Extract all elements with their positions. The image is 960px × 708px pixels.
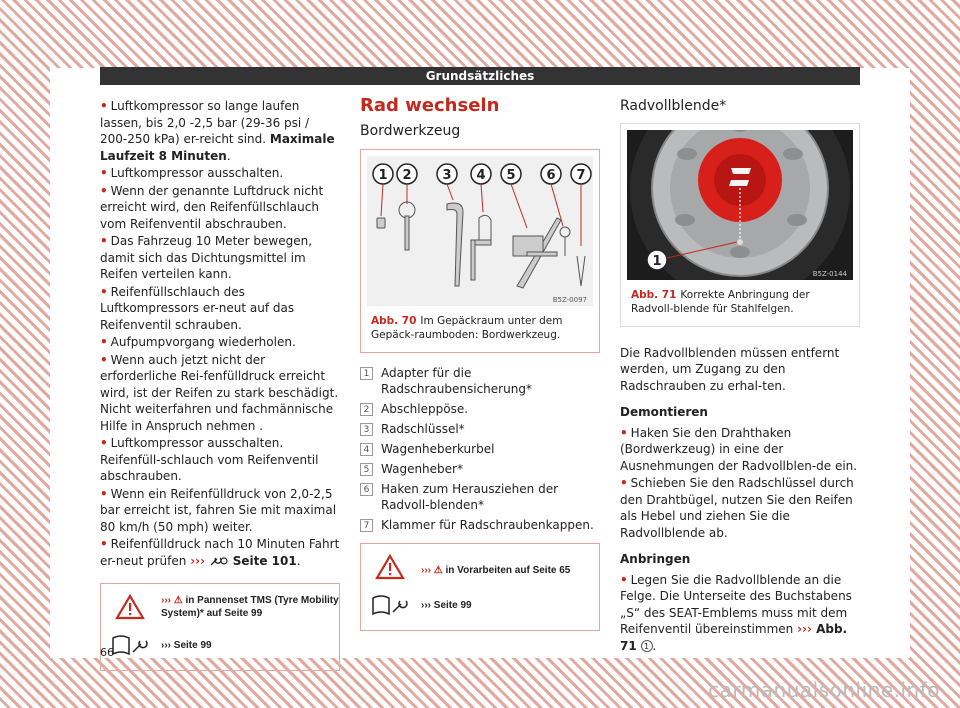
list-item: 6 Haken zum Herausziehen der Radvoll-blenden* (360, 481, 600, 513)
figure-ref-link[interactable]: Abb. 71 (620, 622, 848, 653)
list-item: 2 Abschleppöse. (360, 401, 600, 417)
book-wrench-icon (111, 632, 151, 658)
wheel-drawing (627, 130, 853, 280)
list-item: 5 Wagenheber* (360, 461, 600, 477)
tool-number-1: 1 (378, 168, 388, 183)
page-ref[interactable]: ››› Seite 99 (161, 640, 212, 651)
tool-list (360, 365, 600, 533)
page-header: Grundsätzliches (100, 67, 860, 85)
figure-code: B5Z-0144 (812, 269, 847, 278)
page-ref[interactable]: ››› Seite 99 (421, 600, 472, 611)
figure-wheel (620, 123, 860, 327)
figure-caption: Abb. 71 Korrekte Anbringung der Radvoll-blende für Stahlfelgen. (631, 288, 810, 315)
bullet-item: • Reifenfüllschlauch des Luftkompressors er-neut auf das Reifenventil schrauben. (100, 284, 295, 332)
warning-icon (375, 554, 405, 580)
bullet-item: • Aufpumpvorgang wiederholen. (100, 335, 296, 349)
subhead-anbringen: Anbringen (620, 552, 691, 566)
page-number: 66 (100, 646, 114, 659)
bullet-item: • Luftkompressor so lange laufen lassen, bis 2,0 -2,5 bar (29-36 psi / 200-250 kPa) er-reicht sind. Maximale Laufzeit 8 Minuten. (100, 99, 335, 163)
bullet-item: • Legen Sie die Radvollblende an die Felge. Die Unterseite des Buchstabens „S“ des SEAT-Emblems muss mit dem Reifenventil übereinstimmen ››› Abb. 71 1 . (620, 572, 852, 653)
warning-ref[interactable]: ››› ⚠ in Vorarbeiten auf Seite 65 (421, 565, 571, 576)
wrench-book-icon (209, 555, 229, 567)
bullet-item: • Haken Sie den Drahthaken (Bordwerkzeug) in eine der Ausnehmungen der Radvollblen-de ein. (620, 425, 858, 473)
list-item: 4 Wagenheberkurbel (360, 441, 600, 457)
tool-number-2: 2 (402, 168, 412, 183)
subhead-demontieren: Demontieren (620, 405, 708, 419)
wheel-illustration (627, 130, 853, 280)
bullet-item: • Schieben Sie den Radschlüssel durch den Drahtbügel, nutzen Sie den Reifen als Hebel und ziehen Sie die Radvollblende ab. (620, 476, 854, 540)
wheel-callout-1: 1 (652, 253, 662, 269)
list-item: 3 Radschlüssel* (360, 421, 600, 437)
bullet-item: • Wenn der genannte Luftdruck nicht erreicht wird, den Reifenfüllschlauch vom Reifenventil abschrauben. (100, 183, 324, 231)
intro-paragraph: Die Radvollblenden müssen entfernt werden, um Zugang zu den Radschrauben zu erhal-ten. (620, 345, 840, 393)
list-item: 1 Adapter für die Radschraubensicherung* (360, 365, 600, 397)
tools-illustration (367, 156, 593, 306)
tool-number-5: 5 (506, 168, 516, 183)
column-right (620, 98, 860, 655)
bullet-item: • Luftkompressor ausschalten. (100, 166, 284, 180)
figure-caption: Abb. 70 Im Gepäckraum unter dem Gepäck-raumboden: Bordwerkzeug. (371, 315, 563, 341)
column-middle (360, 95, 600, 631)
section-title: Radvollblende* (620, 98, 727, 114)
bullet-item: • Das Fahrzeug 10 Meter bewegen, damit sich das Dichtungsmittel im Reifen verteilen kann. (100, 234, 313, 281)
warning-ref[interactable]: ››› ⚠ in Pannenset TMS (Tyre Mobility System)* auf Seite 99 (161, 595, 339, 619)
bullet-item: • Reifenfülldruck nach 10 Minuten Fahrt er-neut prüfen ››› Seite 101. (100, 537, 340, 568)
info-box-middle (360, 543, 600, 631)
figure-code: B5Z-0097 (552, 296, 587, 304)
tool-number-6: 6 (546, 168, 556, 183)
section-title: Rad wechseln (360, 95, 500, 116)
book-wrench-icon (371, 592, 411, 618)
tool-number-3: 3 (442, 168, 452, 183)
tool-number-7: 7 (576, 168, 586, 183)
tools-drawing (367, 156, 593, 306)
page-ref-link[interactable]: Seite 101 (232, 553, 297, 568)
bullet-item: • Luftkompressor ausschalten. Reifenfüll-schlauch vom Reifenventil abschrauben. (100, 436, 319, 483)
bullet-item: • Wenn auch jetzt nicht der erforderliche Rei-fenfülldruck erreicht wird, ist der Reifen zu stark beschädigt. Nicht weiterfahren und fachmännische Hilfe in Anspruch nehmen . (100, 352, 339, 433)
section-subtitle: Bordwerkzeug (360, 122, 461, 139)
watermark: carmanualsonline.info (708, 678, 940, 702)
callout-badge: 1 (641, 640, 653, 652)
column-left (100, 98, 340, 671)
tool-number-4: 4 (476, 168, 486, 183)
info-box-left (100, 583, 340, 671)
figure-tools (360, 149, 600, 353)
bullet-item: • Wenn ein Reifenfülldruck von 2,0-2,5 bar erreicht ist, fahren Sie mit maximal 80 km/h (50 mph) weiter. (100, 486, 337, 534)
warning-icon (115, 594, 145, 620)
list-item: 7 Klammer für Radschraubenkappen. (360, 517, 600, 533)
